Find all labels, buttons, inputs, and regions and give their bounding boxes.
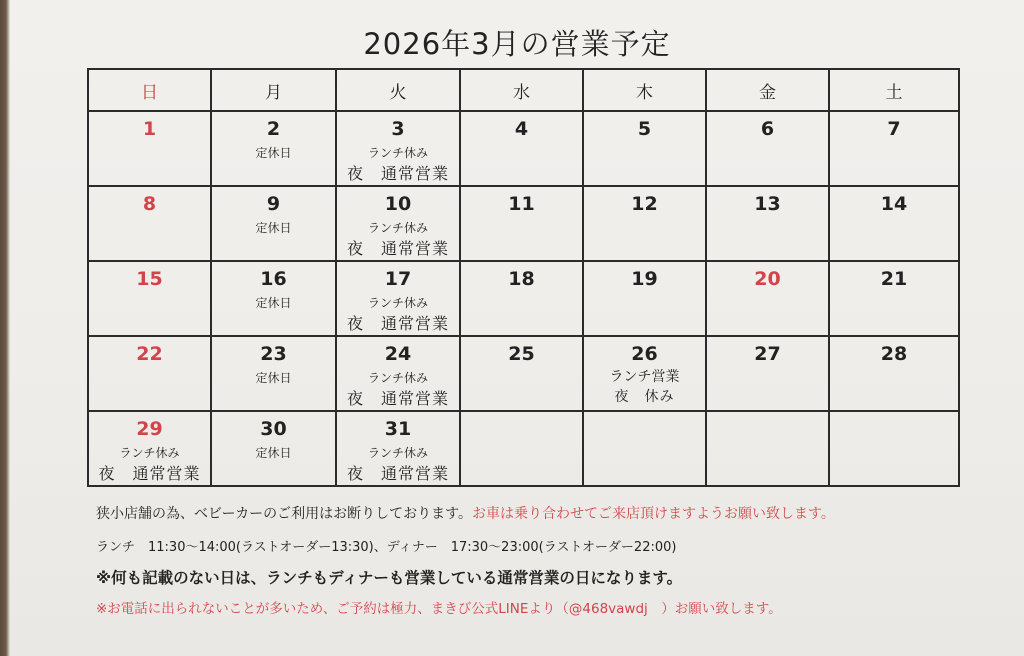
- calendar-day-cell: [88, 411, 211, 486]
- calendar-day-cell: [829, 111, 959, 186]
- calendar-day-cell: [88, 336, 211, 411]
- note-regular-days: ※何も記載のない日は、ランチもディナーも営業している通常営業の日になります。: [96, 569, 683, 587]
- day-dinner-note: 夜 通常営業: [346, 239, 449, 258]
- weekday-wednesday: 水: [460, 69, 583, 111]
- calendar-week-row: [88, 111, 959, 186]
- day-number: 18: [508, 268, 535, 290]
- day-dinner-note: 夜 通常営業: [346, 164, 449, 183]
- weekday-sunday: 日: [88, 69, 211, 111]
- weekday-friday: 金: [706, 69, 829, 111]
- calendar-day-cell: [706, 336, 829, 411]
- weekday-monday: 月: [211, 69, 336, 111]
- day-note: 定休日: [255, 221, 292, 235]
- day-number: 8: [142, 193, 157, 215]
- calendar-day-cell: [706, 261, 829, 336]
- day-number: 26: [631, 343, 658, 365]
- calendar-day-cell: [706, 111, 829, 186]
- calendar-week-row: [88, 186, 959, 261]
- calendar-day-cell: [336, 411, 460, 486]
- day-note: 定休日: [255, 446, 292, 460]
- calendar-day-cell: [336, 111, 460, 186]
- calendar-day-cell: [336, 336, 460, 411]
- day-dinner-note: 夜 休み: [614, 389, 675, 405]
- calendar-day-cell: [211, 411, 336, 486]
- day-number: 17: [384, 268, 412, 290]
- day-number: 6: [760, 118, 775, 140]
- weekday-tuesday: 火: [336, 69, 460, 111]
- day-number: 22: [136, 343, 163, 365]
- day-note: ランチ休み: [119, 446, 180, 460]
- day-number: 16: [260, 268, 287, 290]
- calendar-day-cell: [211, 261, 336, 336]
- day-note: ランチ営業: [609, 369, 680, 385]
- day-number: 7: [887, 118, 901, 140]
- calendar-week-row: [88, 411, 959, 486]
- calendar-day-cell: [829, 261, 959, 336]
- calendar-day-cell: [211, 111, 336, 186]
- day-number: 19: [631, 268, 658, 290]
- day-note: ランチ休み: [367, 296, 428, 310]
- day-number: 3: [391, 118, 405, 140]
- calendar-week-row: [88, 261, 959, 336]
- weekday-header-row: [88, 69, 959, 111]
- calendar-day-cell: [583, 186, 706, 261]
- calendar-day-cell: [460, 336, 583, 411]
- calendar-empty-cell: [583, 411, 706, 486]
- calendar-day-cell: [88, 111, 211, 186]
- calendar-day-cell: [460, 261, 583, 336]
- calendar-table: [87, 68, 960, 487]
- day-note: 定休日: [255, 371, 292, 385]
- day-number: 21: [880, 268, 908, 290]
- page-title: 2026年3月の営業予定: [363, 27, 671, 61]
- day-note: ランチ休み: [367, 371, 428, 385]
- day-number: 28: [880, 343, 908, 365]
- day-number: 11: [508, 193, 535, 215]
- calendar-day-cell: [829, 336, 959, 411]
- day-number: 27: [754, 343, 781, 365]
- calendar-day-cell: [211, 186, 336, 261]
- schedule-sheet: [10, 0, 1024, 656]
- day-number: 25: [508, 343, 535, 365]
- note-carpool: お車は乗り合わせてご来店頂けますようお願い致します。: [472, 506, 835, 522]
- calendar-week-row: [88, 336, 959, 411]
- weekday-saturday: 土: [829, 69, 959, 111]
- note-hours: ランチ 11:30〜14:00(ラストオーダー13:30)、ディナー 17:30〜23:00(ラストオーダー22:00): [96, 540, 677, 555]
- day-number: 10: [384, 193, 412, 215]
- day-number: 24: [384, 343, 412, 365]
- day-note: ランチ休み: [367, 221, 428, 235]
- day-number: 23: [260, 343, 287, 365]
- day-number: 15: [136, 268, 163, 290]
- day-number: 5: [637, 118, 652, 140]
- day-number: 30: [260, 418, 287, 440]
- day-dinner-note: 夜 通常営業: [346, 314, 449, 333]
- day-dinner-note: 夜 通常営業: [346, 389, 449, 408]
- note-reservation: ※お電話に出られないことが多いため、ご予約は極力、まきび公式LINEより（@468vawdj ）お願い致します。: [96, 601, 782, 617]
- day-note: 定休日: [255, 296, 292, 310]
- calendar-day-cell: [88, 261, 211, 336]
- day-dinner-note: 夜 通常営業: [98, 464, 201, 483]
- calendar-day-cell: [583, 261, 706, 336]
- day-number: 14: [880, 193, 908, 215]
- day-number: 9: [266, 193, 281, 215]
- day-number: 20: [754, 268, 781, 290]
- day-note: ランチ休み: [367, 146, 428, 160]
- note-stroller: 狭小店舗の為、ベビーカーのご利用はお断りしております。: [96, 506, 473, 522]
- note-line-1: [96, 503, 835, 523]
- day-number: 29: [136, 418, 163, 440]
- day-number: 2: [266, 118, 281, 140]
- calendar-empty-cell: [829, 411, 959, 486]
- day-note: 定休日: [255, 146, 292, 160]
- calendar-day-cell: [336, 261, 460, 336]
- calendar-day-cell: [583, 336, 706, 411]
- day-number: 13: [754, 193, 781, 215]
- calendar-day-cell: [829, 186, 959, 261]
- day-number: 1: [142, 118, 157, 140]
- day-number: 12: [631, 193, 658, 215]
- day-number: 4: [514, 118, 529, 140]
- calendar-day-cell: [211, 336, 336, 411]
- calendar-day-cell: [88, 186, 211, 261]
- calendar-day-cell: [460, 111, 583, 186]
- day-note: ランチ休み: [367, 446, 428, 460]
- calendar-empty-cell: [706, 411, 829, 486]
- calendar-day-cell: [583, 111, 706, 186]
- calendar-empty-cell: [460, 411, 583, 486]
- day-number: 31: [384, 418, 412, 440]
- calendar-day-cell: [460, 186, 583, 261]
- calendar-day-cell: [706, 186, 829, 261]
- calendar-day-cell: [336, 186, 460, 261]
- weekday-thursday: 木: [583, 69, 706, 111]
- day-dinner-note: 夜 通常営業: [346, 464, 449, 483]
